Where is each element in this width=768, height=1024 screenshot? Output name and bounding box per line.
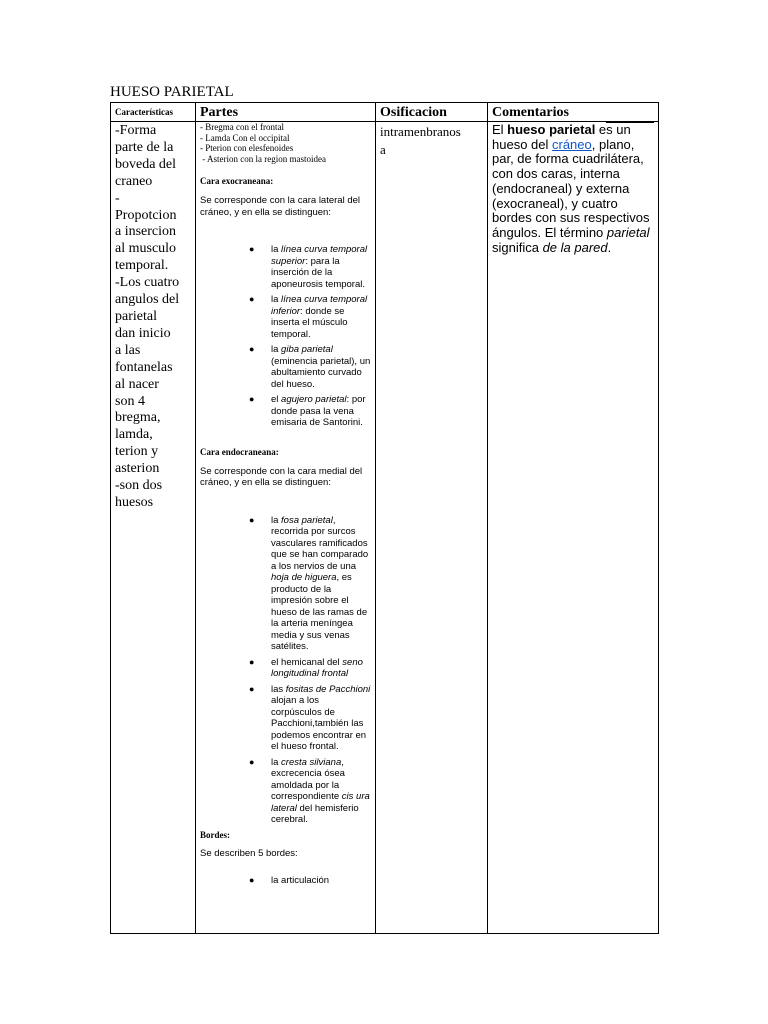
comment-text: El xyxy=(492,122,508,137)
bordes-list xyxy=(247,875,371,887)
item-text: , excrecencia ósea amoldada por la correspondiente xyxy=(271,756,345,802)
list-item xyxy=(247,875,371,887)
bullet-icon: ● xyxy=(249,344,255,354)
list-item xyxy=(247,515,371,653)
item-italic: giba parietal xyxy=(281,344,333,355)
exo-title: Cara exocraneana: xyxy=(200,176,274,186)
item-italic: línea curva temporal superior xyxy=(271,244,368,267)
comment-italic: parietal xyxy=(606,224,650,240)
item-text: el hemicanal del xyxy=(271,656,343,668)
list-item xyxy=(247,394,371,429)
bordes-title: Bordes: xyxy=(200,829,230,840)
item-text: : donde se inserta el músculo temporal. xyxy=(271,305,348,340)
bullet-icon: ● xyxy=(249,656,255,667)
table-header-row xyxy=(111,103,659,122)
item-text: del hemisferio cerebral. xyxy=(271,802,359,825)
comment-text: significa xyxy=(492,239,543,255)
comment-bold: hueso parietal xyxy=(507,122,596,137)
bullet-icon: ● xyxy=(249,514,255,525)
list-item xyxy=(247,344,371,390)
item-italic: cis ura lateral xyxy=(271,791,370,814)
item-text: , recorrida por surcos vasculares ramificados que se han comparado a los nervios de una xyxy=(271,514,369,572)
header-osificacion-label: Osificacion xyxy=(380,105,447,120)
divider xyxy=(606,122,654,123)
item-text: la articulación xyxy=(271,875,330,886)
header-caracteristicas xyxy=(111,103,196,122)
item-text: la xyxy=(271,514,282,526)
item-text: : para la inserción de la aponeurosis temporal. xyxy=(271,255,365,290)
item-italic: hoja de higuera xyxy=(271,572,337,583)
item-text: las xyxy=(271,683,286,695)
bullet-icon: ● xyxy=(249,875,255,885)
list-item xyxy=(247,244,371,290)
cell-caracteristicas xyxy=(111,122,196,934)
articulacion-line: - Asterion con la region mastoidea xyxy=(200,153,326,164)
item-italic: seno longitudinal frontal xyxy=(271,656,363,679)
item-text: la xyxy=(271,294,282,305)
caracteristicas-text: -Forma parte de la boveda del craneo - Propotcion a insercion al musculo temporal. -Los cuatro angulos del parietal dan inicio a las fontanelas al nacer son 4 bregma, lamda, terion y asterion -son dos huesos xyxy=(115,123,180,510)
endo-intro: Se corresponde con la cara medial del cráneo, y en ella se distinguen: xyxy=(200,465,363,488)
item-italic: cresta silviana xyxy=(281,756,342,768)
header-comentarios xyxy=(488,103,659,122)
endo-list xyxy=(247,515,371,826)
endo-title: Cara endocraneana: xyxy=(200,446,279,457)
bullet-icon: ● xyxy=(249,756,255,767)
bullet-icon: ● xyxy=(249,244,255,254)
craneo-link[interactable]: cráneo xyxy=(552,136,592,152)
cell-osificacion xyxy=(376,122,488,934)
bordes-intro: Se describen 5 bordes: xyxy=(200,847,298,859)
header-comentarios-label: Comentarios xyxy=(492,105,569,120)
exo-intro: Se corresponde con la cara lateral del cráneo, y en ella se distinguen: xyxy=(200,195,361,218)
bullet-icon: ● xyxy=(249,683,255,694)
articulaciones-list xyxy=(200,122,371,164)
osificacion-text: intramenbranos a xyxy=(380,124,461,157)
bullet-icon: ● xyxy=(249,394,255,404)
table-body-row xyxy=(111,122,659,934)
item-italic: fosa parietal xyxy=(281,514,333,526)
comment-text: . xyxy=(607,239,612,255)
item-text: (eminencia parietal), un abultamiento curvado del hueso. xyxy=(271,355,371,390)
list-item xyxy=(247,757,371,826)
articulacion-line: - Bregma con el frontal xyxy=(200,122,284,132)
item-text: la xyxy=(271,756,282,768)
item-italic: línea curva temporal inferior xyxy=(271,294,368,317)
comment-text: es un hueso del xyxy=(492,122,631,152)
header-partes xyxy=(196,103,376,122)
articulacion-line: - Pterion con elesfenoides xyxy=(200,143,294,153)
item-text: la xyxy=(271,344,282,355)
list-item xyxy=(247,657,371,680)
header-osificacion xyxy=(376,103,488,122)
comment-text: , plano, par, de forma cuadrilátera, con dos caras, interna (endocraneal) y externa (exocraneal), y cuatro bordes con sus respectivos ángulos. El término xyxy=(492,136,650,240)
articulacion-line: - Lamda Con el occipital xyxy=(200,132,290,143)
parietal-table xyxy=(110,102,659,934)
bullet-icon: ● xyxy=(249,294,255,304)
item-text: alojan a los corpúsculos de Pacchioni,también las podemos encontrar en el hueso frontal. xyxy=(271,695,367,752)
item-text: , es producto de la impresión sobre el hueso de las ramas de la arteria meníngea media y sus venas satélites. xyxy=(271,572,368,652)
item-italic: agujero parietal xyxy=(281,394,347,405)
item-text: el xyxy=(271,394,282,405)
list-item xyxy=(247,684,371,753)
header-caracteristicas-label: Características xyxy=(115,107,173,117)
item-italic: fositas de Pacchioni xyxy=(285,683,371,695)
list-item xyxy=(247,294,371,340)
document-title: HUESO PARIETAL xyxy=(110,84,234,100)
cell-partes xyxy=(196,122,376,934)
cell-comentarios xyxy=(488,122,659,934)
header-partes-label: Partes xyxy=(200,105,239,120)
item-text: : por donde pasa la vena emisaria de Santorini. xyxy=(271,394,366,428)
exo-list xyxy=(247,244,371,429)
comment-italic: de la pared xyxy=(542,239,608,255)
item-text: la xyxy=(271,244,282,255)
